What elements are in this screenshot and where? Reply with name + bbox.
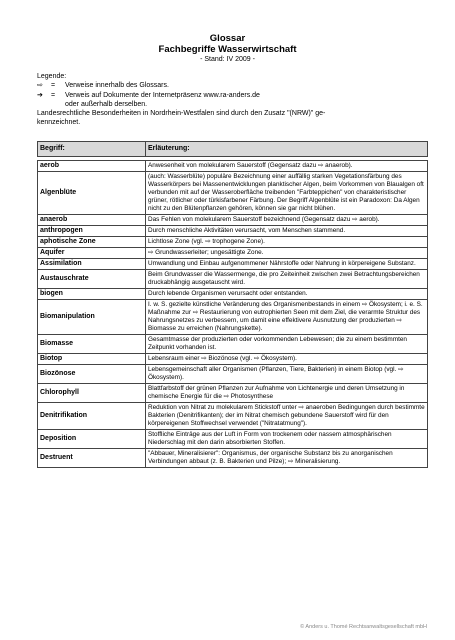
- explanation-cell: Anwesenheit von molekularem Sauerstoff (Gegensatz dazu ⇨ anaerob).: [146, 161, 428, 172]
- term-cell: anaerob: [38, 215, 146, 226]
- table-row: [38, 354, 428, 365]
- header-term: Begriff:: [38, 142, 146, 157]
- term-cell: aphotische Zone: [38, 237, 146, 248]
- term-cell: Aquifer: [38, 248, 146, 259]
- glossary-table: [37, 141, 428, 468]
- table-row: [38, 270, 428, 289]
- term-cell: anthropogen: [38, 226, 146, 237]
- table-header-row: [38, 142, 428, 157]
- explanation-cell: Beim Grundwasser die Wassermenge, die pro Zeiteinheit zwischen zwei Betrachtungsbereichen druckabhängig ausgetauscht wird.: [146, 270, 428, 289]
- legend-row-external: [37, 91, 427, 100]
- explanation-cell: Lebensgemeinschaft aller Organismen (Pflanzen, Tiere, Bakterien) in einem Biotop (vgl. ⇨ Ökosystem).: [146, 365, 428, 384]
- legend-nrw-note-1: Landesrechtliche Besonderheiten in Nordrhein-Westfalen sind durch den Zusatz "(NRW)" ge-: [37, 110, 326, 118]
- explanation-cell: Das Fehlen von molekularem Sauerstoff bezeichnend (Gegensatz dazu ⇨ aerob).: [146, 215, 428, 226]
- legend: [37, 72, 427, 128]
- explanation-cell: Stoffliche Einträge aus der Luft in Form von trockenem oder nassem atmosphärischen Niederschlag mit den darin absorbierten Stoffen.: [146, 430, 428, 449]
- term-cell: Biotop: [38, 354, 146, 365]
- term-cell: Denitrifikation: [38, 403, 146, 430]
- document-subtitle: Fachbegriffe Wasserwirtschaft: [158, 44, 297, 55]
- legend-continuation: oder außerhalb derselben.: [65, 100, 148, 108]
- table-row: [38, 384, 428, 403]
- table-row: [38, 215, 428, 226]
- explanation-cell: Lebensraum einer ⇨ Biozönose (vgl. ⇨ Ökosystem).: [146, 354, 428, 365]
- explanation-cell: ⇨ Grundwasserleiter; ungesättigte Zone.: [146, 248, 428, 259]
- table-row: [38, 172, 428, 215]
- explanation-cell: Durch menschliche Aktivitäten verursacht, vom Menschen stammend.: [146, 226, 428, 237]
- term-cell: Deposition: [38, 430, 146, 449]
- title-block: [0, 33, 455, 65]
- term-cell: Biomanipulation: [38, 300, 146, 335]
- legend-text-internal: Verweise innerhalb des Glossars.: [65, 82, 169, 90]
- table-row: [38, 161, 428, 172]
- header-explanation: Erläuterung:: [146, 142, 428, 157]
- legend-heading: Legende:: [37, 73, 67, 80]
- document-title: Glossar: [209, 33, 246, 44]
- solid-arrow-icon: ➔: [37, 91, 43, 99]
- explanation-cell: I. w. S. gezielte künstliche Veränderung des Organismenbestands in einem ⇨ Ökosystem; i. e. S. Maßnahme zur ⇨ Restaurierung von eutrophierten Seen mit dem Ziel, die verarmte Struktur des Nahrungsnetzes zu verbessern, um damit eine effektivere Ausnutzung der produzierten ⇨ Biomasse zu erreichen (Nahrungskette).: [146, 300, 428, 335]
- legend-row-internal: [37, 81, 427, 90]
- term-cell: Algenblüte: [38, 172, 146, 215]
- explanation-cell: Blattfarbstoff der grünen Pflanzen zur Aufnahme von Lichtenergie und deren Umsetzung in chemische Energie für die ⇨ Photosynthese: [146, 384, 428, 403]
- explanation-cell: Lichtlose Zone (vgl. ⇨ trophogene Zone).: [146, 237, 428, 248]
- legend-equals: =: [51, 91, 56, 99]
- legend-nrw-note-2: kennzeichnet.: [37, 119, 81, 127]
- explanation-cell: (auch: Wasserblüte) populäre Bezeichnung einer auffällig starken Vegetationsfärbung des Wasserkörpers bei Massenentwicklungen planktischer Algen, beim Vorkommen von Blaualgen oft verbunden mit auf der Wasseroberfläche treibenden "Farbteppichen" von charakteristischer grüner, rötlicher oder türkisfarbener Färbung. Der Begriff Algenblüte ist ein Paradoxon: Da Algen nicht zu den Blütenpflanzen gehören, können sie gar nicht blühen.: [146, 172, 428, 215]
- term-cell: Biozönose: [38, 365, 146, 384]
- table-row: [38, 430, 428, 449]
- explanation-cell: Durch lebende Organismen verursacht oder entstanden.: [146, 289, 428, 300]
- term-cell: Chlorophyll: [38, 384, 146, 403]
- table-row: [38, 289, 428, 300]
- term-cell: biogen: [38, 289, 146, 300]
- table-row: [38, 259, 428, 270]
- table-row: [38, 403, 428, 430]
- table-row: [38, 300, 428, 335]
- hollow-arrow-icon: ⇨: [37, 82, 43, 90]
- legend-text-external: Verweis auf Dokumente der Internetpräsenz www.ra-anders.de: [65, 91, 260, 99]
- term-cell: Assimilation: [38, 259, 146, 270]
- footer-copyright: © Anders u. Thomé Rechtsanwaltsgesellschaft mbH: [300, 624, 427, 630]
- table-row: [38, 449, 428, 468]
- table-row: [38, 365, 428, 384]
- explanation-cell: Gesamtmasse der produzierten oder vorkommenden Lebewesen; die zu einem bestimmten Zeitpunkt vorhanden ist.: [146, 335, 428, 354]
- term-cell: Austauschrate: [38, 270, 146, 289]
- term-cell: aerob: [38, 161, 146, 172]
- table-row: [38, 226, 428, 237]
- table-row: [38, 248, 428, 259]
- legend-equals: =: [51, 82, 56, 90]
- explanation-cell: Reduktion von Nitrat zu molekularem Stickstoff unter ⇨ anaeroben Bedingungen durch bestimmte Bakterien (Denitrifikanten); der im Nitrat chemisch gebundene Sauerstoff wird für den körpereigenen Stoffwechsel verwendet ("Nitratatmung").: [146, 403, 428, 430]
- table-row: [38, 335, 428, 354]
- explanation-cell: Umwandlung und Einbau aufgenommener Nährstoffe oder Nahrung in körpereigene Substanz.: [146, 259, 428, 270]
- term-cell: Destruent: [38, 449, 146, 468]
- explanation-cell: "Abbauer, Mineralisierer": Organismus, der organische Substanz bis zu anorganischen Verbindungen abbaut (z. B. Bakterien und Pilze); ⇨ Mineralisierung.: [146, 449, 428, 468]
- document-stand: - Stand: IV 2009 -: [200, 56, 255, 63]
- term-cell: Biomasse: [38, 335, 146, 354]
- table-row: [38, 237, 428, 248]
